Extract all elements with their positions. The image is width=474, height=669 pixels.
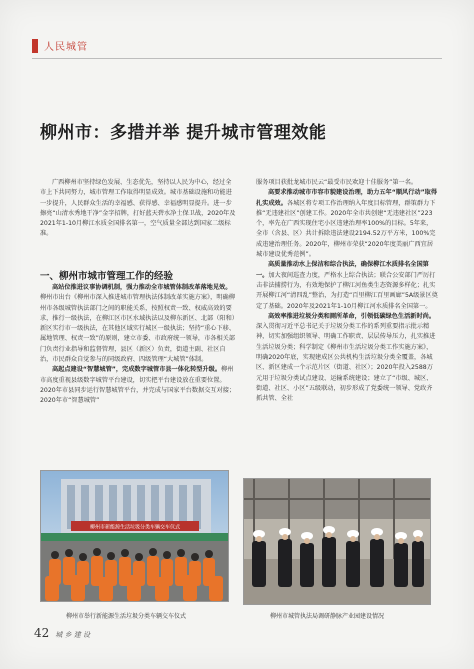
page-number: 42 xyxy=(34,626,50,640)
paragraph-lead: 高质量推动水上保洁和综合执法，确保柳江水质排名全国第一。 xyxy=(256,261,429,279)
paragraph-lead: 高起点建设“智慧城管”，完成数字城管市县一体化转型升级。 xyxy=(52,366,222,374)
ceremony-photo xyxy=(40,470,229,602)
site-visit-photo xyxy=(243,478,431,605)
paragraph-text: 柳州市出台《柳州市深入推进城市管理执法体制改革实施方案》，明确柳州市各级城管执法部门之间的职能关系，按照权责一致、权威高效的要求，推行一级执法，在柳江区市区水域执法以及柳东新区、北部（阳和）新区实行市一级执法，在其他区域实行城区一级执法；坚持“重心下移、属地管理、权责一致”的原则，建立市委、市政府统一领导，市各相关部门负责行业指导和监督管理，县区（新区）负责，街道主副、社区自治，市民群众自觉参与的同级政府、四级管理“大城管”体制。 xyxy=(40,294,236,364)
paragraph xyxy=(256,188,438,260)
page-footer xyxy=(34,626,90,640)
paragraph: 服务项目获批龙城市民云“最受市民欢迎十佳服务”第一名。 xyxy=(256,179,418,186)
paragraph-text: 深入贯彻习近平总书记关于垃圾分类工作的系列重要指示批示精神，切实加强组织领导、明确工作职责、层层传导压力，扎实推进生活垃圾分类；科学制定《柳州市生活垃圾分类工作实施方案》，明确2020年底，实现建成区公共机构生活垃圾分类全覆盖，各城区、新区建成一个示范片区（街道、社区）；2020年投入2588万元用于垃圾分类试点建设、运输系统建设；建立了“市级、城区、街道、社区、小区”五级联动，初步形成了党委统一领导、党政齐抓共管、全社 xyxy=(256,323,436,403)
right-column xyxy=(256,178,438,405)
left-column xyxy=(40,178,236,240)
paragraph xyxy=(256,260,438,311)
section-heading: 一、柳州市城市管理工作的经验 xyxy=(40,271,174,282)
site-visit-illustration xyxy=(244,479,430,604)
paragraph-text: 柳州市高度重视县级数字城管平台建设，切实把平台建设放在重要位置。2020年市县同步运行智慧城管平台，并完成与国家平台数据交互对接；2020年市“智慧城管” xyxy=(40,366,236,405)
paragraph-text: 加大夜间巡查力度，严格水上综合执法；联合公安部门严厉打击非法捕捞行为，有效地保护了柳江河鱼类生态资源多样化；扎实开展柳江河“清四乱”整治，为打造“百里柳江百里画廊”5A级景区奠定了基础。2020年及2021年1-10月柳江河水质排名全国第一。 xyxy=(256,271,438,310)
paragraph-lead: 高效率推进垃圾分类和厕所革命，引领低碳绿色生活新时尚。 xyxy=(268,312,436,320)
photo-caption: 柳州市举行新能源生活垃圾分类车辆交车仪式 xyxy=(66,613,187,620)
paragraph xyxy=(40,283,236,365)
section-header xyxy=(32,38,88,53)
ceremony-banner: 柳州市新能源生活垃圾分类车辆交车仪式 xyxy=(89,524,181,531)
left-column-body xyxy=(40,283,236,407)
photo-caption: 柳州市城管执法局调研静脉产业园建设情况 xyxy=(270,613,385,620)
section-marker xyxy=(32,39,38,53)
paragraph-text: 各城区将专项工作治理纳入年度目标管理，群策群力下推“无违建社区”创建工作。2020年全市共创建“无违建社区”223个，率先在广西实现住宅小区违建治理率100%的目标。5年来，全市（含县、区）共计拆除违法建设2194.52万平方米，100%完成违建治理任务。2020年，柳州市荣获“2020年度美丽广西宜居城市建设优秀范例”。 xyxy=(256,199,436,259)
ceremony-illustration xyxy=(41,471,228,601)
paragraph-lead: 高站位推进议事协调机制，强力推动全市城管体制改革落地见效。 xyxy=(52,284,232,291)
intro-paragraph: 广西柳州市坚持绿色发展、生态优先，坚持以人民为中心，经过全市上下共同努力，城市管理工作取得明显成效。城市基础设施和功能进一步提升，人民群众生活的幸福感、获得感、幸福感明显提升。进一步擦亮“山清水秀地干净”金字招牌，打好蓝天碧水净土保卫战，2020年及2021年1-10月柳江水质全国排名第一，空气质量全部达到国家二级标准。 xyxy=(40,179,236,238)
article-title: 柳州市：多措并举 提升城市管理效能 xyxy=(40,123,327,143)
header-divider xyxy=(32,58,442,59)
section-label: 人民城管 xyxy=(44,42,88,53)
paragraph xyxy=(256,312,438,405)
paragraph xyxy=(40,365,236,406)
publication-name: 城 乡 建 设 xyxy=(55,631,90,639)
paragraph-lead: 高要求推动城市市容市貌建设治理，助力五年“顺风行动”取得扎实成效。 xyxy=(256,189,438,207)
